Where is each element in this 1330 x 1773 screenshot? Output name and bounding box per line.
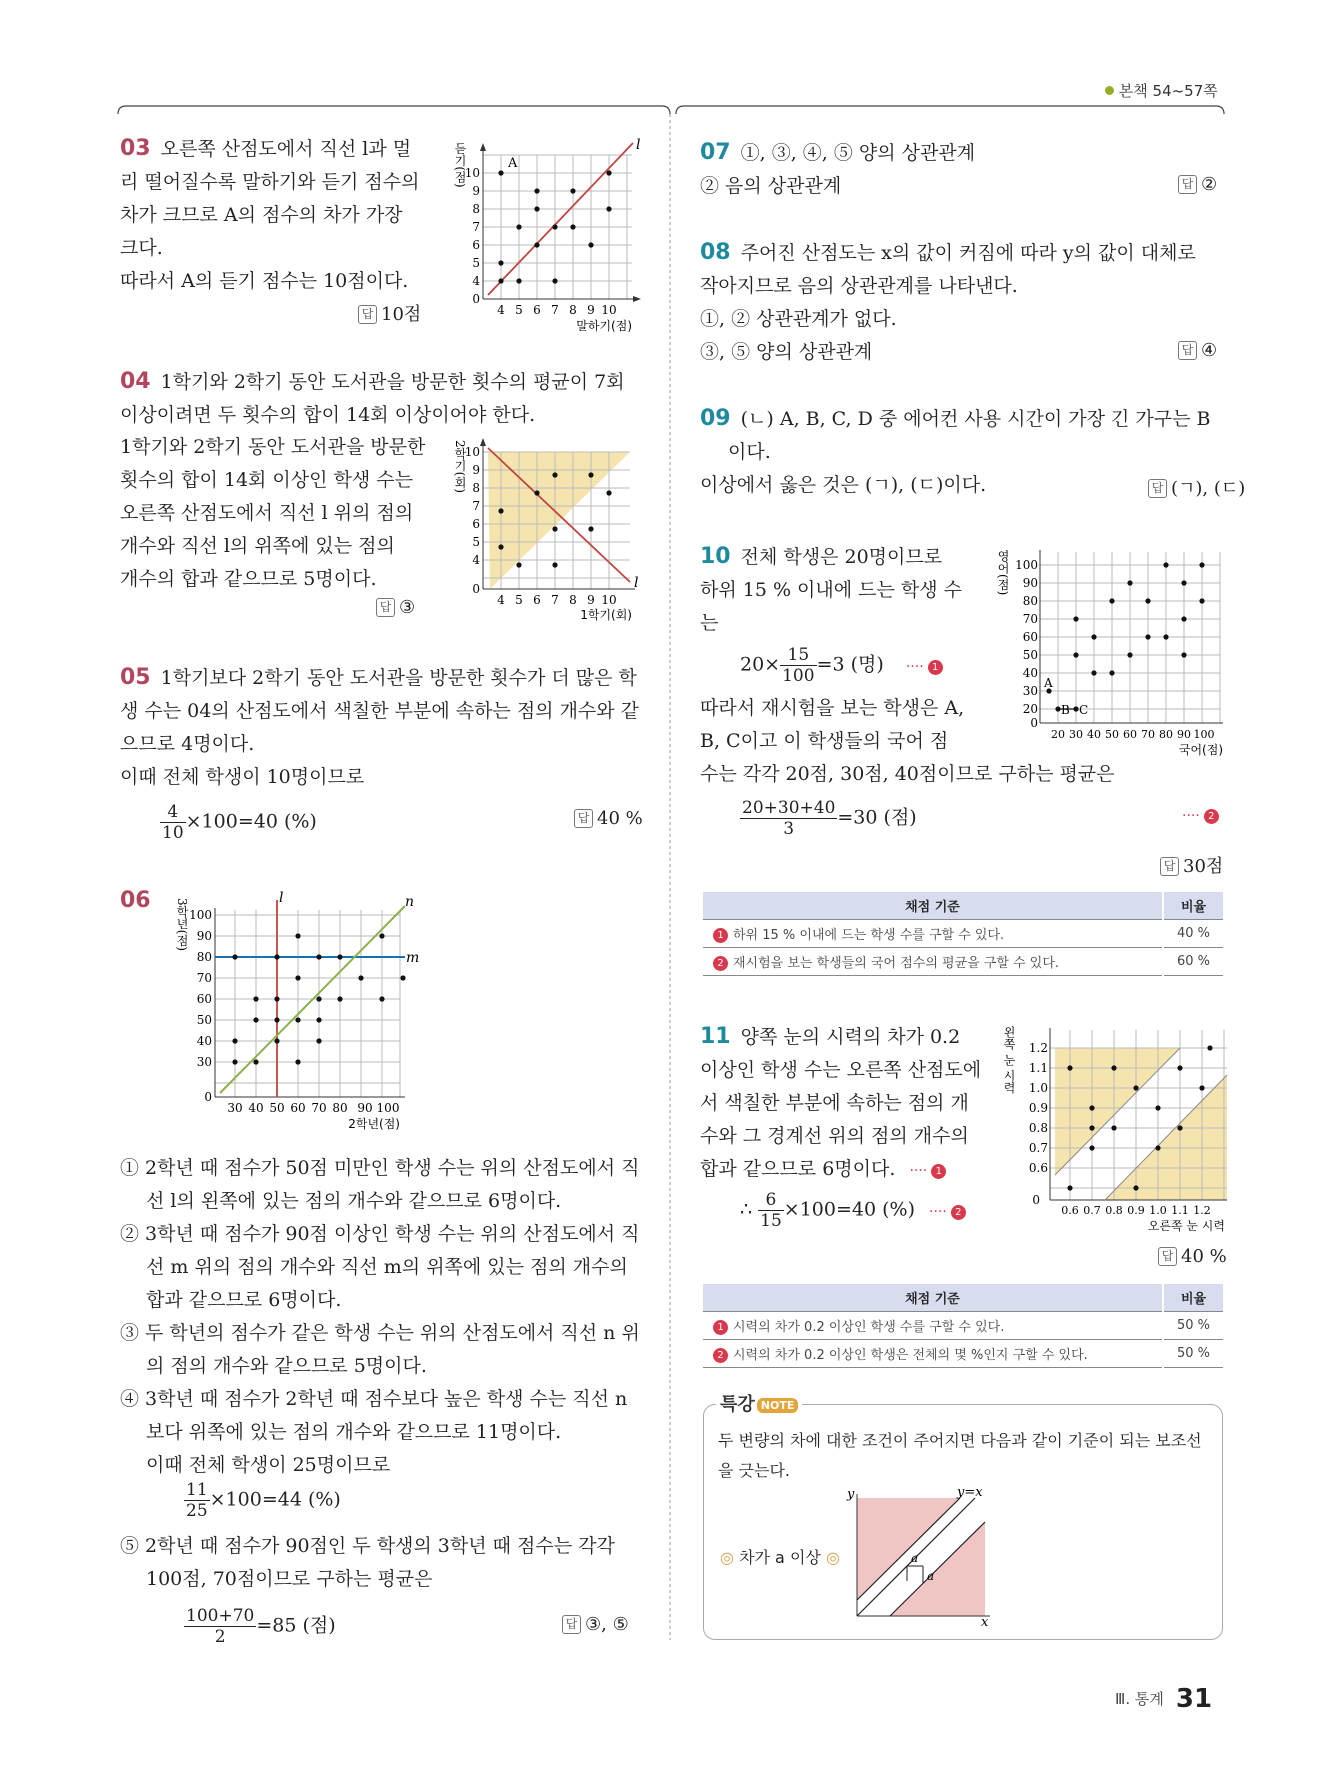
q10-step-2: ···· 2 — [1182, 808, 1224, 824]
svg-text:0.8: 0.8 — [1105, 1204, 1123, 1217]
svg-text:70: 70 — [1022, 612, 1038, 626]
svg-text:0.9: 0.9 — [1127, 1204, 1145, 1217]
footer — [1115, 1684, 1212, 1714]
q10-number: 10 — [700, 544, 731, 569]
q03-answer: 답 10점 — [358, 300, 421, 326]
svg-text:B: B — [1061, 703, 1070, 717]
svg-text:40: 40 — [248, 1101, 264, 1115]
table-row: 2 시력의 차가 0.2 이상인 학생은 전체의 몇 %인지 구할 수 있다. 50 % — [703, 1339, 1223, 1367]
q10-formula-2: $\frac{20+30+40}{3}$ =30 (점) — [742, 798, 917, 839]
note-figure — [845, 1485, 995, 1630]
q11-scatter-chart — [1002, 1020, 1227, 1235]
q10-formula-1: 20× $\frac{15}{100}$ =3 (명) ···· 1 — [740, 645, 948, 686]
svg-text:0.6: 0.6 — [1061, 1204, 1079, 1217]
svg-text:1.2: 1.2 — [1028, 1041, 1048, 1055]
svg-text:10: 10 — [464, 445, 480, 459]
svg-text:70: 70 — [196, 971, 212, 985]
svg-text:90: 90 — [1022, 576, 1038, 590]
svg-text:8: 8 — [569, 593, 577, 607]
svg-text:국어(점): 국어(점) — [1178, 743, 1223, 757]
svg-text:100: 100 — [1015, 558, 1038, 572]
q05-text: 05 1학기보다 2학기 동안 도서관을 방문한 횟수가 더 많은 학 생 수는 04의 산점도에서 색칠한 부분에 속하는 점의 개수와 같 으므로 4명이다. 이때 전체 학생이 10명이므로 — [120, 665, 640, 788]
svg-text:0.6: 0.6 — [1028, 1161, 1048, 1175]
q03-number: 03 — [120, 136, 151, 161]
svg-text:C: C — [1079, 703, 1089, 717]
table-row: 2 재시험을 보는 학생들의 국어 점수의 평균을 구할 수 있다. 60 % — [703, 947, 1223, 975]
svg-text:10: 10 — [464, 166, 480, 180]
svg-text:0.9: 0.9 — [1028, 1101, 1048, 1115]
svg-text:1.1: 1.1 — [1171, 1204, 1189, 1217]
svg-text:5: 5 — [472, 256, 480, 270]
q11-formula: ∴ $\frac{6}{15}$ ×100=40 (%) ···· 2 — [740, 1190, 971, 1231]
svg-text:l: l — [634, 575, 639, 591]
q05-answer: 답 40 % — [574, 808, 643, 829]
svg-text:7: 7 — [551, 593, 559, 607]
svg-text:0: 0 — [1030, 716, 1038, 730]
svg-text:30: 30 — [227, 1101, 243, 1115]
svg-text:6: 6 — [533, 303, 541, 317]
q06-scatter-chart — [160, 890, 430, 1140]
q06-formula-2: $\frac{100+70}{2}$ =85 (점) — [186, 1606, 336, 1647]
q04-text: 1학기와 2학기 동안 도서관을 방문한 횟수의 합이 14회 이상인 학생 수는 오른쪽 산점도에서 직선 l 위의 점의 개수와 직선 l의 위쪽에 있는 점의 개수의 합과 같으므로 5명이다. — [120, 436, 426, 590]
q06-item5: ⑤ 2학년 때 점수가 90점인 두 학생의 3학년 때 점수는 각각 100점, 70점이므로 구하는 평균은 — [120, 1535, 615, 1590]
svg-text:60: 60 — [1022, 630, 1038, 644]
q11-answer: 답 40 % — [1158, 1246, 1227, 1267]
svg-text:0: 0 — [472, 582, 480, 596]
svg-text:A: A — [1044, 676, 1053, 690]
svg-text:4: 4 — [497, 303, 505, 317]
svg-text:y: y — [847, 1487, 855, 1502]
svg-text:0.7: 0.7 — [1028, 1141, 1048, 1155]
svg-text:80: 80 — [1022, 594, 1038, 608]
svg-text:0: 0 — [472, 292, 480, 306]
q11-number: 11 — [700, 1024, 731, 1049]
svg-text:90: 90 — [357, 1101, 373, 1115]
svg-text:10: 10 — [601, 593, 617, 607]
svg-text:50: 50 — [1022, 648, 1038, 662]
svg-text:3학년(점): 3학년(점) — [175, 898, 189, 951]
svg-text:듣기(점): 듣기(점) — [453, 142, 467, 188]
svg-text:5: 5 — [515, 593, 523, 607]
svg-text:8: 8 — [569, 303, 577, 317]
svg-text:오른쪽 눈 시력: 오른쪽 눈 시력 — [1147, 1219, 1225, 1233]
svg-text:5: 5 — [472, 535, 480, 549]
q10-text-2: 따라서 재시험을 보는 학생은 A, B, C이고 이 학생들의 국어 점 수는 각각 20점, 30점, 40점이므로 구하는 평균은 — [700, 697, 1115, 785]
q03-scatter-chart — [440, 135, 650, 335]
q06-number: 06 — [120, 888, 151, 913]
svg-text:6: 6 — [533, 593, 541, 607]
svg-text:7: 7 — [551, 303, 559, 317]
q06-items: ① 2학년 때 점수가 50점 미만인 학생 수는 위의 산점도에서 직선 l의 왼쪽에 있는 점의 개수와 같으므로 6명이다. ② 3학년 때 점수가 90점 이상인 학생 수는 위의 산점도에서 직선 m 위의 점의 개수와 직선 m의 위쪽에 있는 점의 개수의 합과 같으므로 6명이다. ③ 두 학년의 점수가 같은 학생 수는 위의 산점도에서 직선 n 위의 점의 개수와 같으므로 5명이다. ④ 3학년 때 점수가 2학년 때 점수보다 높은 학생 수는 직선 n 보다 위쪽에 있는 점의 개수와 같으므로 11명이다. 이때 전체 학생이 25명이므로 — [120, 1157, 640, 1476]
svg-text:50: 50 — [196, 1013, 212, 1027]
q10-answer: 답 30점 — [1160, 852, 1223, 878]
svg-text:50: 50 — [269, 1101, 285, 1115]
page-number: 31 — [1175, 1684, 1213, 1714]
q08-answer: 답 ④ — [1178, 340, 1217, 361]
svg-text:80: 80 — [332, 1101, 348, 1115]
q08-text: 08 주어진 산점도는 x의 값이 커짐에 따라 y의 값이 대체로 작아지므로 음의 상관관계를 나타낸다. ①, ② 상관관계가 없다. ③, ⑤ 양의 상관관계 — [700, 240, 1196, 363]
svg-text:40: 40 — [1022, 666, 1038, 680]
q09-number: 09 — [700, 406, 731, 431]
svg-text:0.8: 0.8 — [1028, 1121, 1048, 1135]
svg-text:30: 30 — [1022, 684, 1038, 698]
svg-text:80: 80 — [196, 950, 212, 964]
q10-scatter-chart — [995, 540, 1225, 765]
svg-text:1.0: 1.0 — [1149, 1204, 1167, 1217]
q10-text: 10 전체 학생은 20명이므로 하위 15 % 이내에 드는 학생 수 는 — [700, 544, 963, 634]
svg-text:8: 8 — [472, 481, 480, 495]
svg-text:5: 5 — [515, 303, 523, 317]
svg-text:40: 40 — [1087, 728, 1101, 741]
svg-text:1.0: 1.0 — [1028, 1081, 1048, 1095]
svg-text:30: 30 — [1069, 728, 1083, 741]
note-label: ◎ 차가 a 이상 ◎ — [720, 1548, 840, 1567]
svg-text:0: 0 — [204, 1090, 212, 1104]
table-row: 1 시력의 차가 0.2 이상인 학생 수를 구할 수 있다. 50 % — [703, 1311, 1223, 1339]
svg-text:9: 9 — [587, 303, 595, 317]
svg-text:60: 60 — [290, 1101, 306, 1115]
q05-number: 05 — [120, 665, 151, 690]
svg-text:90: 90 — [196, 929, 212, 943]
svg-text:100: 100 — [189, 908, 212, 922]
q04-scatter-chart — [440, 432, 650, 622]
q07-answer: 답 ② — [1178, 174, 1217, 195]
svg-text:4: 4 — [472, 274, 480, 288]
svg-text:l: l — [636, 137, 641, 153]
svg-text:m: m — [406, 950, 420, 966]
note-badge: 특강 NOTE — [716, 1390, 802, 1416]
svg-text:영어(점): 영어(점) — [996, 550, 1010, 596]
svg-text:60: 60 — [1123, 728, 1137, 741]
svg-text:30: 30 — [196, 1055, 212, 1069]
svg-text:10: 10 — [601, 303, 617, 317]
note-text: 두 변량의 차에 대한 조건이 주어지면 다음과 같이 기준이 되는 보조선 을 긋는다. — [718, 1431, 1202, 1480]
svg-text:70: 70 — [311, 1101, 327, 1115]
svg-text:4: 4 — [472, 553, 480, 567]
svg-text:0.7: 0.7 — [1083, 1204, 1101, 1217]
page-ref: 본책 54~57쪽 — [1105, 80, 1218, 101]
svg-text:20: 20 — [1022, 702, 1038, 716]
q06-answer: 답 ③, ⑤ — [562, 1614, 629, 1635]
svg-text:100: 100 — [376, 1101, 400, 1115]
q04-number: 04 — [120, 369, 151, 394]
svg-text:1학기(회): 1학기(회) — [580, 608, 632, 622]
svg-text:50: 50 — [1105, 728, 1119, 741]
svg-text:a: a — [911, 1551, 919, 1565]
svg-text:4: 4 — [497, 593, 505, 607]
svg-text:1.1: 1.1 — [1028, 1061, 1048, 1075]
q06-formula-1: $\frac{11}{25}$ ×100=44 (%) — [186, 1480, 341, 1521]
svg-text:1.2: 1.2 — [1193, 1204, 1211, 1217]
svg-text:7: 7 — [472, 499, 480, 513]
svg-text:x: x — [981, 1615, 989, 1630]
q08-number: 08 — [700, 240, 731, 265]
svg-text:100: 100 — [1193, 728, 1215, 741]
q11-text: 11 양쪽 눈의 시력의 차가 0.2 이상인 학생 수는 오른쪽 산점도에 서 색칠한 부분에 속하는 점의 개 수와 그 경계선 위의 점의 개수의 합과 같으므로 6명이다. ···· 1 — [700, 1024, 982, 1180]
svg-text:2학년(점): 2학년(점) — [348, 1117, 400, 1131]
svg-text:20: 20 — [1051, 728, 1065, 741]
svg-text:왼쪽 눈 시력: 왼쪽 눈 시력 — [1002, 1026, 1016, 1094]
svg-text:90: 90 — [1177, 728, 1191, 741]
svg-text:2학기(회): 2학기(회) — [453, 440, 467, 493]
table-row: 1 하위 15 % 이내에 드는 학생 수를 구할 수 있다. 40 % — [703, 919, 1223, 947]
q09-text: 09 (ㄴ) A, B, C, D 중 에어컨 사용 시간이 가장 긴 가구는 B 이다. 이상에서 옳은 것은 (ㄱ), (ㄷ)이다. — [700, 406, 1211, 496]
chapter-label: Ⅲ. 통계 — [1115, 1690, 1164, 1708]
q04-intro: 04 1학기와 2학기 동안 도서관을 방문한 횟수의 평균이 7회 이상이려면 두 횟수의 합이 14회 이상이어야 한다. — [120, 369, 625, 426]
q09-answer: 답 (ㄱ), (ㄷ) — [1148, 474, 1245, 500]
svg-text:9: 9 — [472, 463, 480, 477]
svg-text:60: 60 — [196, 992, 212, 1006]
q03-text: 03 오른쪽 산점도에서 직선 l과 멀 리 떨어질수록 말하기와 듣기 점수의 차가 크므로 A의 점수의 차가 가장 크다. 따라서 A의 듣기 점수는 10점이다. — [120, 136, 420, 292]
q04-answer: 답 ③ — [376, 597, 415, 618]
svg-text:6: 6 — [472, 238, 480, 252]
svg-text:A: A — [508, 156, 518, 171]
svg-text:8: 8 — [472, 202, 480, 216]
svg-text:40: 40 — [196, 1034, 212, 1048]
q07-text: 07 ①, ③, ④, ⑤ 양의 상관관계 ② 음의 상관관계 — [700, 140, 976, 197]
svg-text:말하기(점): 말하기(점) — [576, 319, 632, 333]
svg-text:70: 70 — [1141, 728, 1155, 741]
svg-text:y=x: y=x — [957, 1485, 983, 1500]
svg-text:9: 9 — [472, 184, 480, 198]
svg-text:7: 7 — [472, 220, 480, 234]
svg-text:a: a — [927, 1569, 935, 1583]
svg-text:80: 80 — [1159, 728, 1173, 741]
q05-formula: $\frac{4}{10}$ ×100=40 (%) — [162, 802, 317, 843]
q10-criteria-table: 채점 기준 비율 1 하위 15 % 이내에 드는 학생 수를 구할 수 있다. 40 % 2 재시험을 보는 학생들의 국어 점수의 평균을 구할 수 있다. 60 % — [703, 892, 1223, 976]
svg-text:0: 0 — [1032, 1193, 1040, 1207]
svg-text:n: n — [405, 894, 415, 910]
q11-criteria-table: 채점 기준 비율 1 시력의 차가 0.2 이상인 학생 수를 구할 수 있다. 50 % 2 시력의 차가 0.2 이상인 학생은 전체의 몇 %인지 구할 수 있다. 50 % — [703, 1284, 1223, 1368]
svg-text:9: 9 — [587, 593, 595, 607]
svg-text:l: l — [279, 890, 284, 906]
svg-text:6: 6 — [472, 517, 480, 531]
q07-number: 07 — [700, 140, 731, 165]
